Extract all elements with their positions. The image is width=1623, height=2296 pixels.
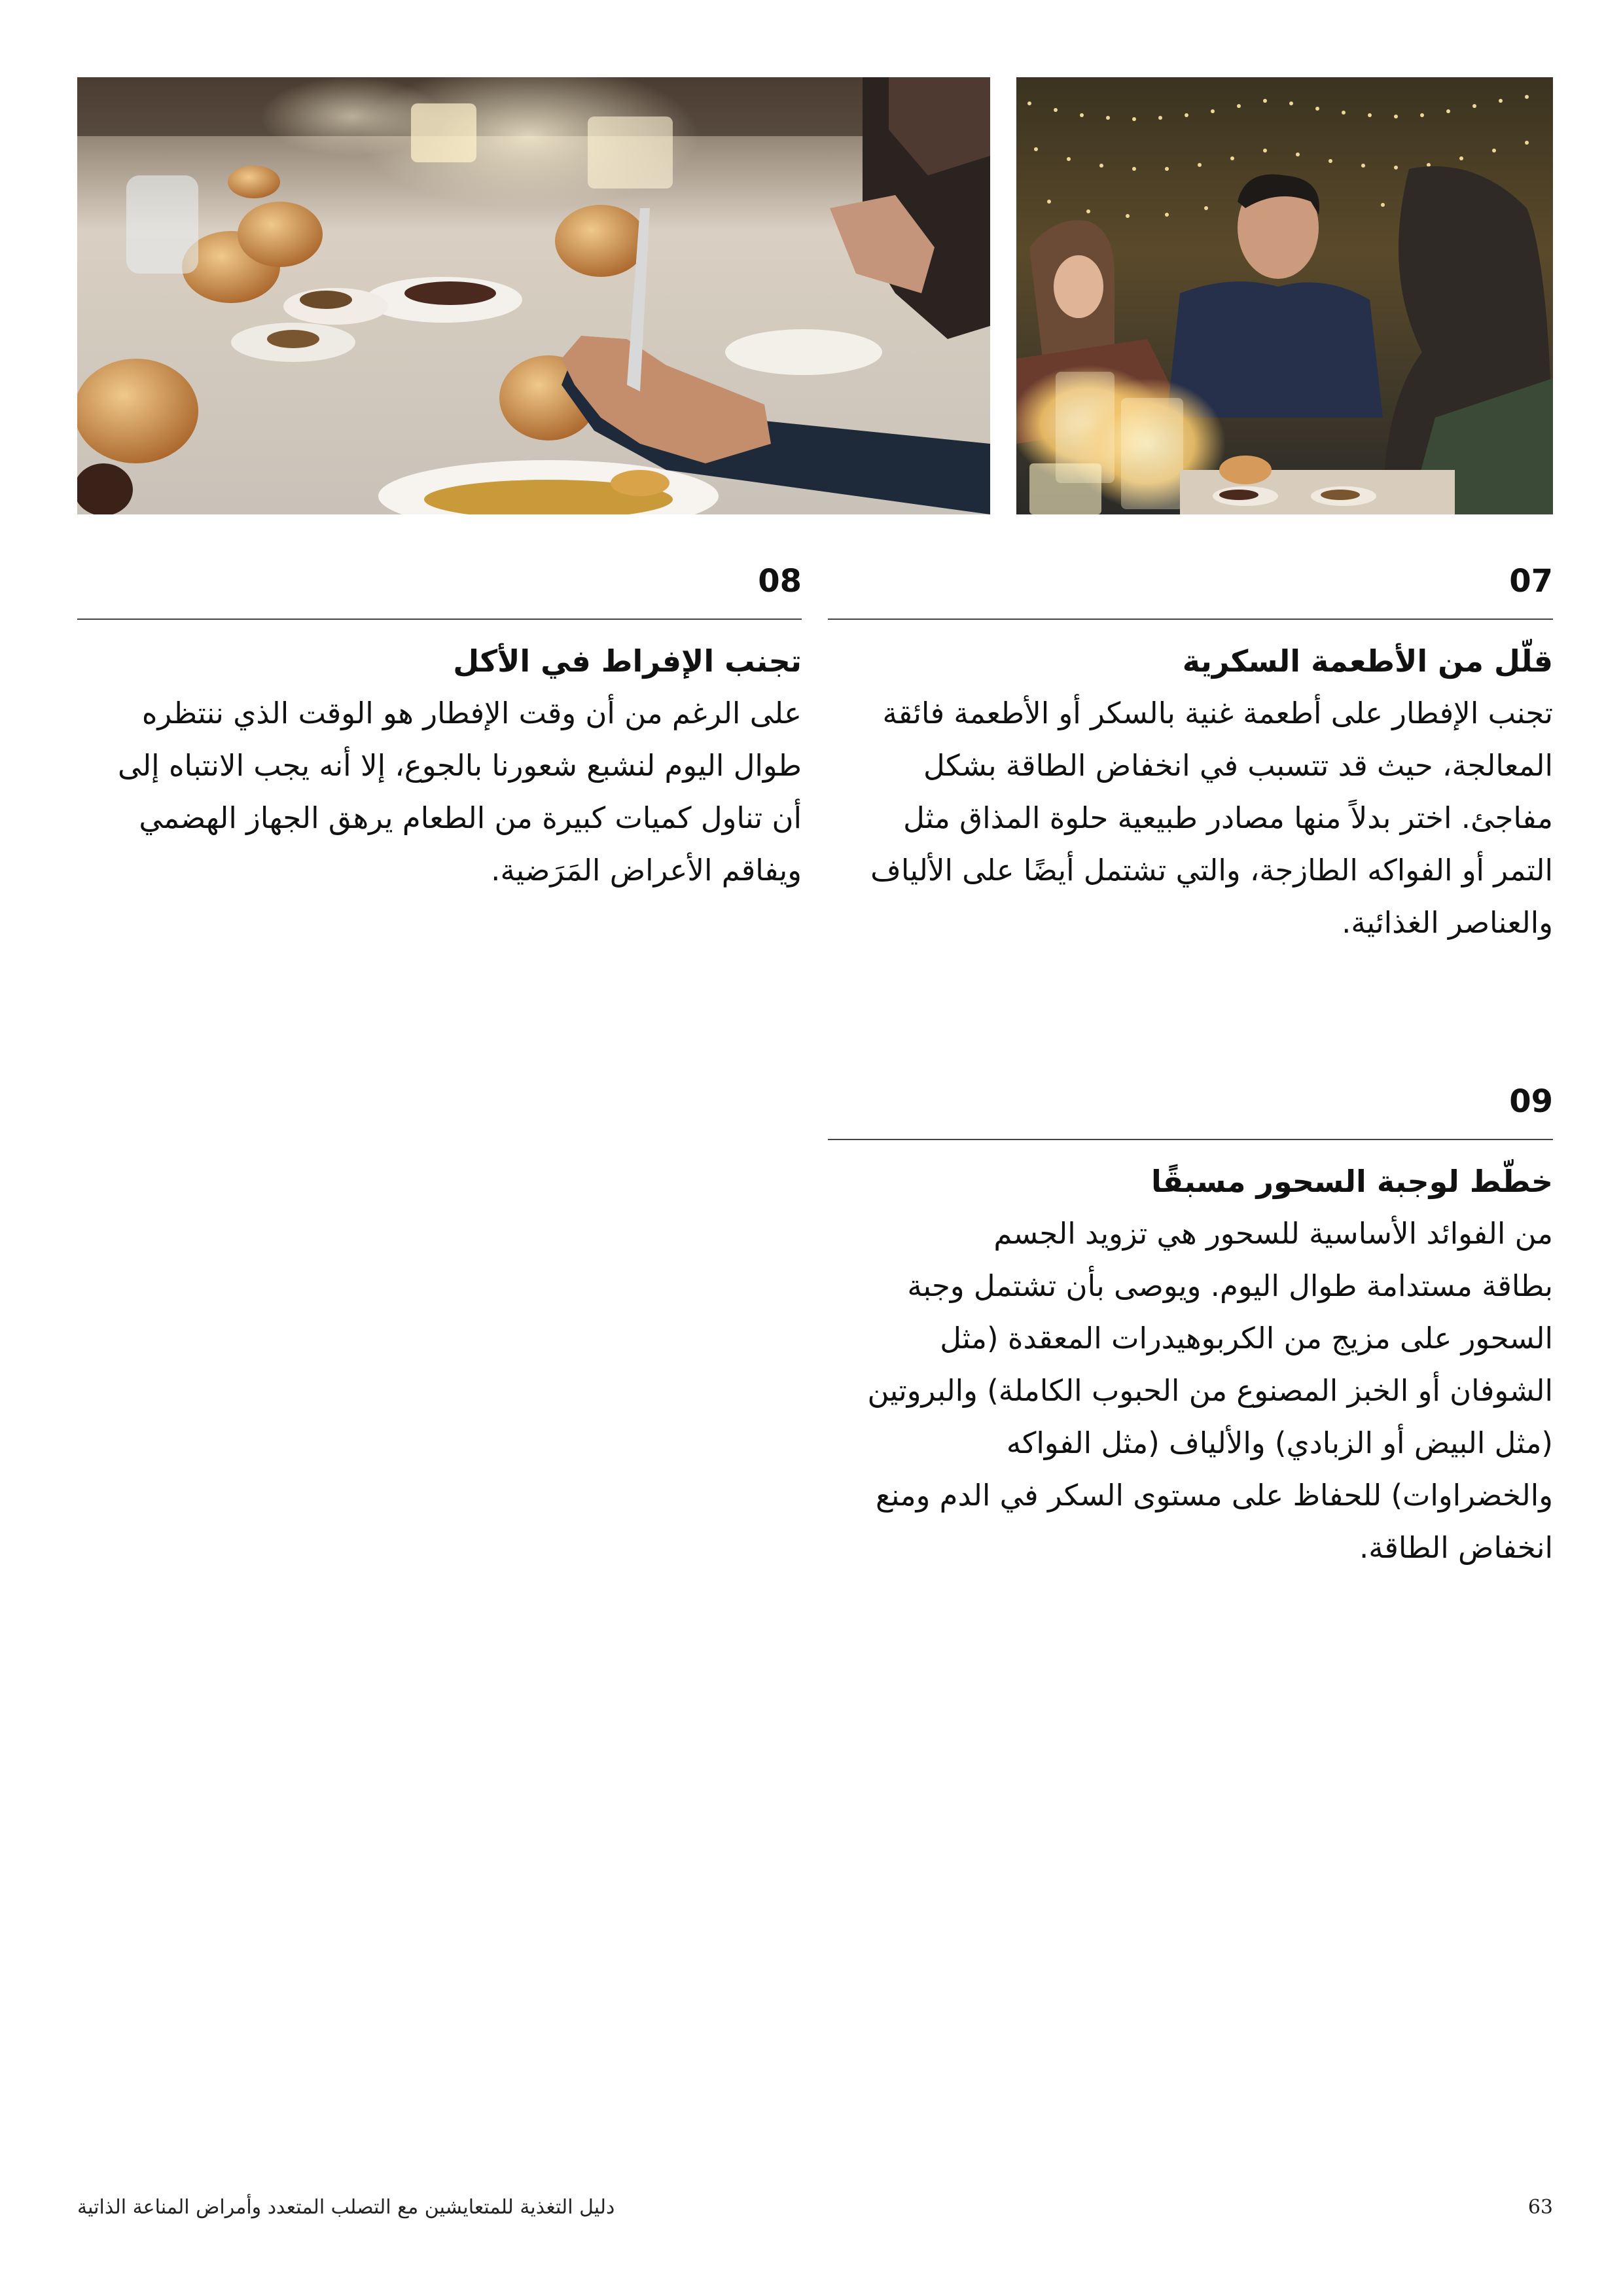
photo-couple-lights — [1016, 77, 1553, 514]
body-line: على الرغم من أن وقت الإفطار هو الوقت الذي ننتظره — [141, 696, 802, 730]
section-number: 08 — [758, 563, 802, 600]
photo-dinner-table — [77, 77, 990, 514]
body-line: ويفاقم الأعراض المَرَضية. — [491, 853, 802, 888]
section-body — [77, 687, 802, 897]
body-line: التمر أو الفواكه الطازجة، والتي تشتمل أيضًا على الألياف — [870, 853, 1553, 888]
body-line: طوال اليوم لنشبع شعورنا بالجوع، إلا أنه يجب الانتباه إلى — [117, 748, 802, 783]
body-line: والخضراوات) للحفاظ على مستوى السكر في الدم ومنع — [875, 1478, 1553, 1513]
body-line: السحور على مزيج من الكربوهيدرات المعقدة (مثل — [940, 1321, 1553, 1355]
footer-document-title: دليل التغذية للمتعايشين مع التصلب المتعدد وأمراض المناعة الذاتية — [77, 2196, 615, 2219]
body-line: أن تناول كميات كبيرة من الطعام يرهق الجهاز الهضمي — [139, 800, 802, 835]
body-line: (مثل البيض أو الزبادي) والألياف (مثل الفواكه — [1006, 1426, 1553, 1460]
section-heading: تجنب الإفراط في الأكل — [453, 643, 802, 679]
section-body — [828, 1208, 1553, 1574]
section-divider — [77, 619, 802, 620]
section-07 — [828, 563, 1553, 969]
section-heading: قلّل من الأطعمة السكرية — [1182, 643, 1553, 679]
body-line: الشوفان أو الخبز المصنوع من الحبوب الكاملة) والبروتين — [867, 1373, 1553, 1408]
page-number: 63 — [1527, 2196, 1553, 2219]
body-line: مفاجئ. اختر بدلاً منها مصادر طبيعية حلوة المذاق مثل — [903, 800, 1553, 835]
section-body — [828, 687, 1553, 949]
section-number: 07 — [1509, 563, 1553, 600]
section-number: 09 — [1509, 1083, 1553, 1120]
section-08 — [77, 563, 802, 929]
body-line: انخفاض الطاقة. — [1359, 1530, 1553, 1565]
couple-lights-illustration — [1016, 77, 1553, 514]
body-line: والعناصر الغذائية. — [1342, 905, 1553, 940]
body-line: المعالجة، حيث قد تتسبب في انخفاض الطاقة بشكل — [923, 748, 1553, 783]
dinner-table-illustration — [77, 77, 990, 514]
section-heading: خطّط لوجبة السحور مسبقًا — [1151, 1164, 1553, 1199]
section-divider — [828, 619, 1553, 620]
section-divider — [828, 1139, 1553, 1140]
body-line: تجنب الإفطار على أطعمة غنية بالسكر أو الأطعمة فائقة — [882, 696, 1553, 730]
body-line: من الفوائد الأساسية للسحور هي تزويد الجسم — [993, 1216, 1553, 1251]
body-line: بطاقة مستدامة طوال اليوم. ويوصى بأن تشتمل وجبة — [907, 1268, 1553, 1303]
section-09 — [828, 1083, 1553, 1620]
